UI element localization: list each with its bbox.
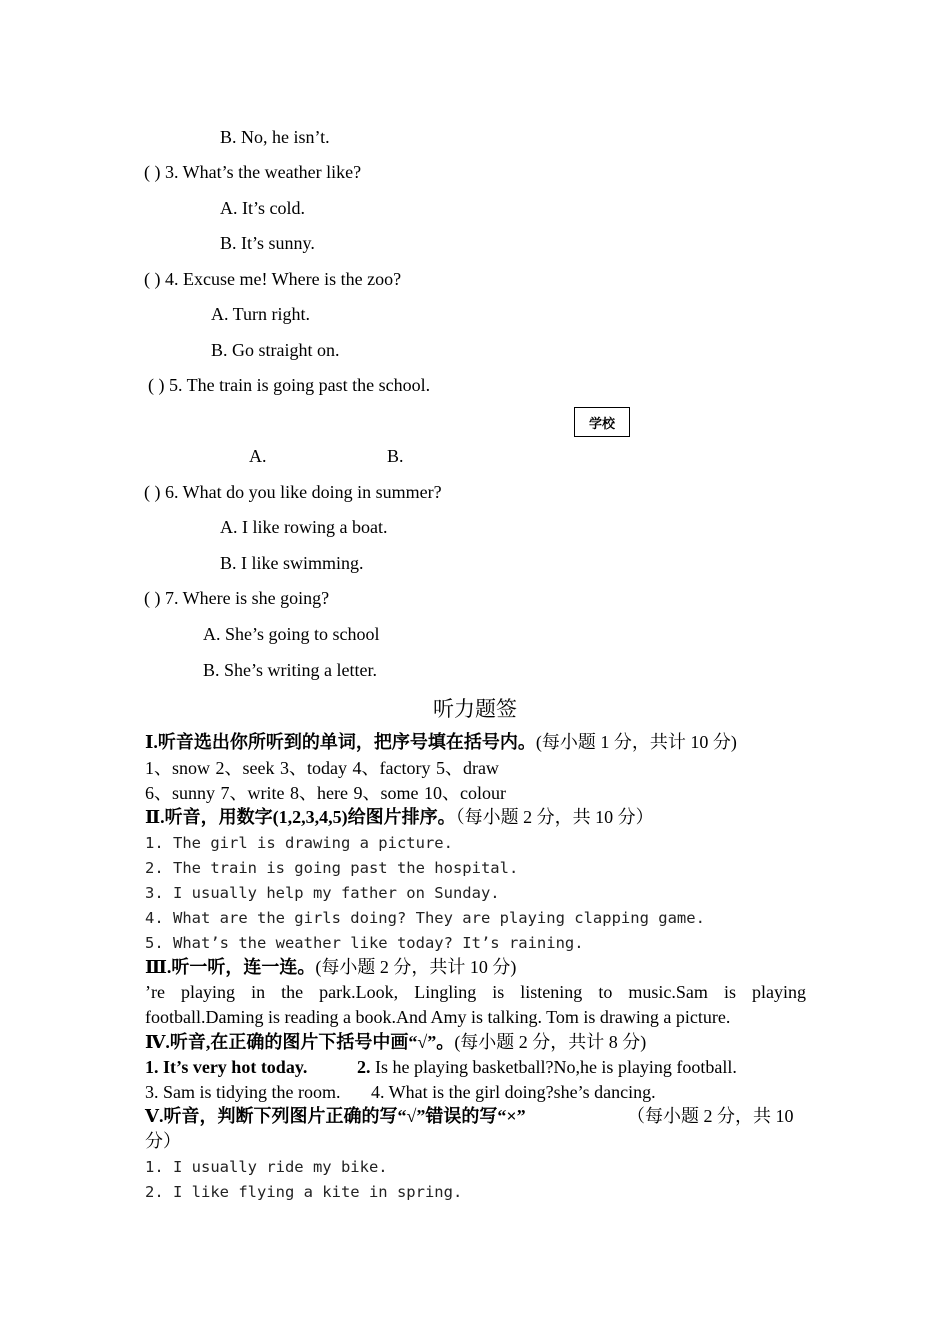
q6-option-a: A. I like rowing a boat. bbox=[220, 517, 388, 537]
section-2-line-5: 5. What’s the weather like today? It’s raining. bbox=[145, 934, 584, 952]
section-5-header bbox=[145, 1105, 526, 1127]
section-1-words-row-2: 6、sunny 7、write 8、here 9、some 10、colour bbox=[145, 783, 506, 803]
section-5-line-2: 2. I like flying a kite in spring. bbox=[145, 1183, 463, 1201]
q3-stem: ( ) 3. What’s the weather like? bbox=[144, 162, 362, 182]
q3-option-b: B. It’s sunny. bbox=[220, 233, 315, 253]
section-4-item-2-text: Is he playing basketball?No,he is playing football. bbox=[370, 1057, 737, 1077]
section-4-item-4: 4. What is the girl doing?she’s dancing. bbox=[371, 1082, 656, 1102]
section-4-item-2-number: 2. bbox=[357, 1057, 371, 1077]
section-5-score-part-1: （每小题 2 分，共 10 bbox=[627, 1106, 794, 1126]
section-2-line-2: 2. The train is going past the hospital. bbox=[145, 859, 519, 877]
section-2-line-4: 4. What are the girls doing? They are playing clapping game. bbox=[145, 909, 705, 927]
section-3-text-line-2: football.Daming is reading a book.And Amy is talking. Tom is drawing a picture. bbox=[145, 1007, 731, 1027]
q4-option-b: B. Go straight on. bbox=[211, 340, 340, 360]
q6-option-b: B. I like swimming. bbox=[220, 553, 364, 573]
section-1-heading: Ⅰ.听音选出你所听到的单词，把序号填在括号内。 bbox=[145, 732, 536, 752]
q4-option-a: A. Turn right. bbox=[211, 304, 311, 324]
q7-stem: ( ) 7. Where is she going? bbox=[144, 588, 330, 608]
q2-option-b: B. No, he isn’t. bbox=[220, 127, 330, 147]
section-3-score: (每小题 2 分，共计 10 分) bbox=[315, 957, 517, 977]
section-3-heading: Ⅲ.听一听，连一连。 bbox=[145, 957, 316, 977]
q7-option-b: B. She’s writing a letter. bbox=[203, 660, 377, 680]
section-4-item-2 bbox=[357, 1056, 737, 1078]
q5-option-a: A. bbox=[249, 446, 267, 466]
section-3-header bbox=[145, 956, 516, 978]
section-2-line-1: 1. The girl is drawing a picture. bbox=[145, 834, 453, 852]
section-2-line-3: 3. I usually help my father on Sunday. bbox=[145, 884, 500, 902]
section-4-heading: Ⅳ.听音,在正确的图片下括号中画“√”。 bbox=[145, 1032, 455, 1052]
section-3-text-line-1: ’re playing in the park.Look, Lingling is listening to music.Sam is playing bbox=[145, 982, 806, 1002]
school-sign: 学校 bbox=[574, 407, 630, 437]
section-4-score: (每小题 2 分，共计 8 分) bbox=[454, 1032, 647, 1052]
section-5-line-1: 1. I usually ride my bike. bbox=[145, 1158, 388, 1176]
section-2-heading: Ⅱ.听音，用数字(1,2,3,4,5)给图片排序。 bbox=[145, 807, 456, 827]
listening-script-title: 听力题签 bbox=[433, 697, 517, 721]
section-5-score-part-2: 分） bbox=[145, 1131, 181, 1151]
q4-stem: ( ) 4. Excuse me! Where is the zoo? bbox=[144, 269, 402, 289]
section-1-score: (每小题 1 分，共计 10 分) bbox=[535, 732, 737, 752]
q5-option-b: B. bbox=[387, 446, 404, 466]
q5-stem: ( ) 5. The train is going past the school. bbox=[148, 375, 431, 395]
section-2-score: （每小题 2 分，共 10 分） bbox=[455, 807, 654, 827]
section-2-header bbox=[145, 806, 654, 828]
section-4-item-1: 1. It’s very hot today. bbox=[145, 1057, 308, 1077]
section-4-header bbox=[145, 1031, 646, 1053]
section-1-words-row-1: 1、snow 2、seek 3、today 4、factory 5、draw bbox=[145, 758, 499, 778]
section-4-item-3: 3. Sam is tidying the room. bbox=[145, 1082, 341, 1102]
q6-stem: ( ) 6. What do you like doing in summer? bbox=[144, 482, 442, 502]
q3-option-a: A. It’s cold. bbox=[220, 198, 305, 218]
section-5-heading: Ⅴ.听音，判断下列图片正确的写“√”错误的写“×” bbox=[145, 1106, 526, 1126]
section-1-header bbox=[145, 731, 737, 753]
q7-option-a: A. She’s going to school bbox=[203, 624, 380, 644]
